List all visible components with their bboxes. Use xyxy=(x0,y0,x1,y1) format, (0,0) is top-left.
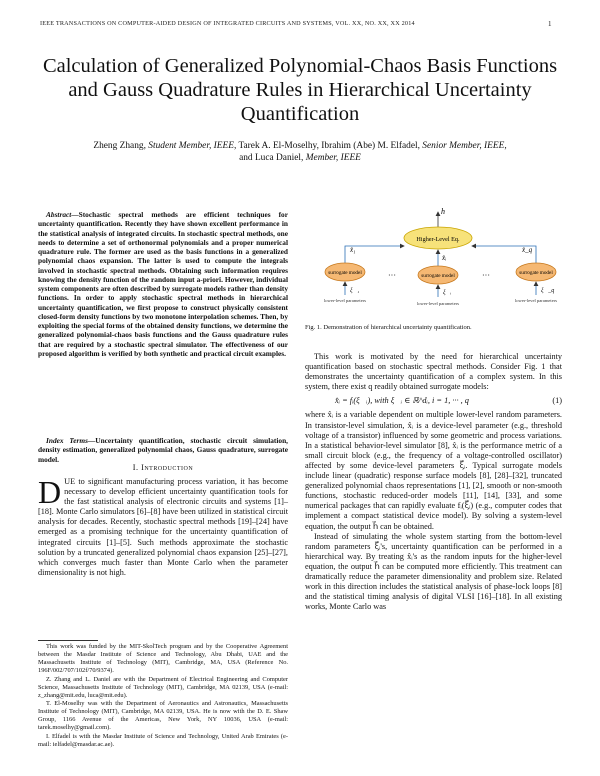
surrogate-label-i: surrogate model xyxy=(421,273,455,279)
section-heading-introduction: I. Introduction xyxy=(132,463,194,472)
equation-1-number: (1) xyxy=(552,396,562,406)
figure-hierarchical-uq xyxy=(310,202,560,310)
intro-text: UE to significant manufacturing process variation, it has become necessary to develop efficient uncertainty quantification tools for the fast statistical analysis of electronic circuits and systems [1]–[18]. Monte Carlo simulators [6]–[8] have been utilized in statistical circuit analysis for decades. Recently, stochastic spectral methods [19]–[24] have emerged as a promising technique for the uncertainty quantification of integrated circuits [1]–[5]. Such methods approximate the stochastic solution by a truncated generalized polynomial chaos expansion [25]–[27], which converges much faster than Monte Carlo when the parameter dimensionality is not high. xyxy=(38,477,288,577)
right-column-body xyxy=(305,352,562,612)
figure-caption: Fig. 1. Demonstration of hierarchical uncertainty quantification. xyxy=(305,324,472,331)
surrogate-label-q: surrogate model xyxy=(519,270,553,276)
author-names-1: Zheng Zhang, xyxy=(93,141,149,151)
footnote-affil-3: I. Elfadel is with the Masdar Institute of Science and Technology, United Arab Emirates (e-mail: ielfadel@masdar.ac.ae). xyxy=(38,732,288,748)
abstract-lead: Abstract xyxy=(46,210,72,219)
paper-title: Calculation of Generalized Polynomial-Chaos Basis Functions and Gauss Quadrature Rules in Hierarchical Uncertainty Quantification xyxy=(42,55,558,125)
motivation-paragraph: This work is motivated by the need for hierarchical uncertainty quantification based on stochastic spectral methods. Consider Fig. 1 that demonstrates the uncertainty quantification of a complex system. In this system, there exist q readily obtained surrogate models: xyxy=(305,352,562,392)
x1-label: x̂₁ xyxy=(350,246,356,254)
surrogate-label-1: surrogate model xyxy=(328,270,362,276)
ellipsis-right: ··· xyxy=(482,271,490,280)
lower-params-label-1: lower-level parameters xyxy=(323,298,367,303)
lower-params-label-q: lower-level parameters xyxy=(514,298,558,303)
xii-label: ξ⃗ᵢ xyxy=(443,290,452,296)
lower-params-label-i: lower-level parameters xyxy=(416,301,460,306)
xiq-label: ξ⃗_q xyxy=(541,288,555,294)
footnote-rule xyxy=(38,640,98,641)
author-role-1: Student Member, IEEE xyxy=(148,141,234,151)
equation-1-body: x̂ᵢ = fᵢ(ξ⃗ᵢ), with ξ⃗ᵢ ∈ ℝ^dᵢ, i = 1, ··· , q xyxy=(335,396,469,406)
footnote-affil-1: Z. Zhang and L. Daniel are with the Department of Electrical Engineering and Computer Science, Massachusetts Institute of Technology (MIT), Cambridge, MA 02139, USA (e-mail: z_zhang@mit.edu, luca@mit.edu). xyxy=(38,675,288,699)
equation-1 xyxy=(305,396,562,406)
xq-label: x̂_q xyxy=(522,246,533,254)
author-role-2: Senior Member, IEEE xyxy=(422,141,505,151)
page-number: 1 xyxy=(548,20,552,28)
author-list xyxy=(40,140,560,164)
author-names-2: , Tarek A. El-Moselhy, Ibrahim (Abe) M. Elfadel, xyxy=(233,141,423,151)
xi-label: x̂ᵢ xyxy=(442,254,447,262)
footnote-funding: This work was funded by the MIT-SkolTech program and by the Cooperative Agreement between the Masdar Institute of Science and Technology, Abu Dhabi, UAE and the Massachusetts Institute of Technology (MIT), Cambridge, MA, USA (Reference No. 196F/002/707/102f/70/9374). xyxy=(38,643,288,674)
introduction-paragraph xyxy=(38,474,288,578)
author-names-3: and Luca Daniel, xyxy=(239,153,306,163)
ellipsis-left: ··· xyxy=(388,271,396,280)
author-sep: , xyxy=(504,141,507,151)
running-header: IEEE TRANSACTIONS ON COMPUTER-AIDED DESIGN OF INTEGRATED CIRCUITS AND SYSTEMS, VOL. XX, NO. XX, XX 2014 xyxy=(40,20,415,27)
abstract xyxy=(38,210,288,358)
surrogate-description-paragraph: where x̂ᵢ is a variable dependent on multiple lower-level random parameters. In transistor-level simulation, x̂ᵢ is a device-level parameter (e.g., threshold voltage of a transistor) influenced by some geometric and process variations. In a statistical behavior-level simulator [8], x̂ᵢ is the performance metric of a small circuit block (e.g., the frequency of a voltage-controlled oscillator) affected by some device-level parameters ξ⃗ᵢ. Typical surrogate models include linear (quadratic) response surface models [8], [28]–[32], truncated generalized polynomial chaos representations [1], [2], smooth or non-smooth functions, stochastic reduced-order models [11], [14], [33], and some numerical packages that can rapidly evaluate fᵢ(ξ⃗ᵢ) (e.g., computer codes that implement a compact statistical device model). By solving a system-level equation, the output h⃗ can be obtained. xyxy=(305,410,562,531)
abstract-text: —Stochastic spectral methods are efficient techniques for uncertainty quantification. Recently they have shown excellent performance in the statistical analysis of integrated circuits. In stochastic spectral methods, one needs to determine a set of orthonormal polynomials and a proper numerical quadrature rule. The former are used as the basis functions in a generalized polynomial chaos expansion. The latter is used to compute the integrals involved in stochastic spectral methods. Obtaining such information requires knowing the density function of the random input a-priori. However, individual system components are often described by surrogate models rather than density functions. In order to apply stochastic spectral methods in hierarchical uncertainty quantification, we first propose to construct physically consistent closed-form density functions by two monotone interpolation schemes. Then, by exploiting the special forms of the obtained density functions, we determine the generalized polynomial-chaos basis functions and the Gauss quadrature rules that are required by a stochastic spectral simulator. The effectiveness of our proposed algorithm is verified by both synthetic and practical circuit examples. xyxy=(38,210,288,358)
xi1-label: ξ⃗₁ xyxy=(350,288,360,294)
higher-level-eq-label: Higher-Level Eq. xyxy=(416,236,460,243)
output-h-label: h⃗ xyxy=(441,207,452,216)
drop-cap: D xyxy=(38,474,62,510)
index-terms-lead: Index Terms xyxy=(46,436,88,445)
index-terms-text: —Uncertainty quantification, stochastic circuit simulation, density estimation, generalized polynomial chaos, Gauss quadrature, surrogate model. xyxy=(38,436,288,464)
footnote-affil-2: T. El-Moselhy was with the Department of Aeronautics and Astronautics, Massachusetts Institute of Technology (MIT), Cambridge, MA 02139, USA. He is now with the D. E. Shaw Group, 1166 Avenue of the Americas, New York, NY 10036, USA (e-mail: tarek.moselhy@gmail.com). xyxy=(38,700,288,731)
index-terms xyxy=(38,436,288,464)
author-role-3: Member, IEEE xyxy=(305,153,361,163)
footnotes xyxy=(38,643,288,749)
hierarchical-paragraph: Instead of simulating the whole system starting from the bottom-level random parameters ξ⃗ᵢ's, uncertainty quantification can be performed in a hierarchical way. By treating x̂ᵢ's as the random inputs for the higher-level equation, the output h⃗ can be computed more efficiently. This treatment can dramatically reduce the parameter dimensionality and problem size. Related work in this direction includes the statistical analysis of phase-lock loops [8] and the statistical timing analysis of digital VLSI [16]–[18]. In all existing works, Monte Carlo was xyxy=(305,531,562,612)
